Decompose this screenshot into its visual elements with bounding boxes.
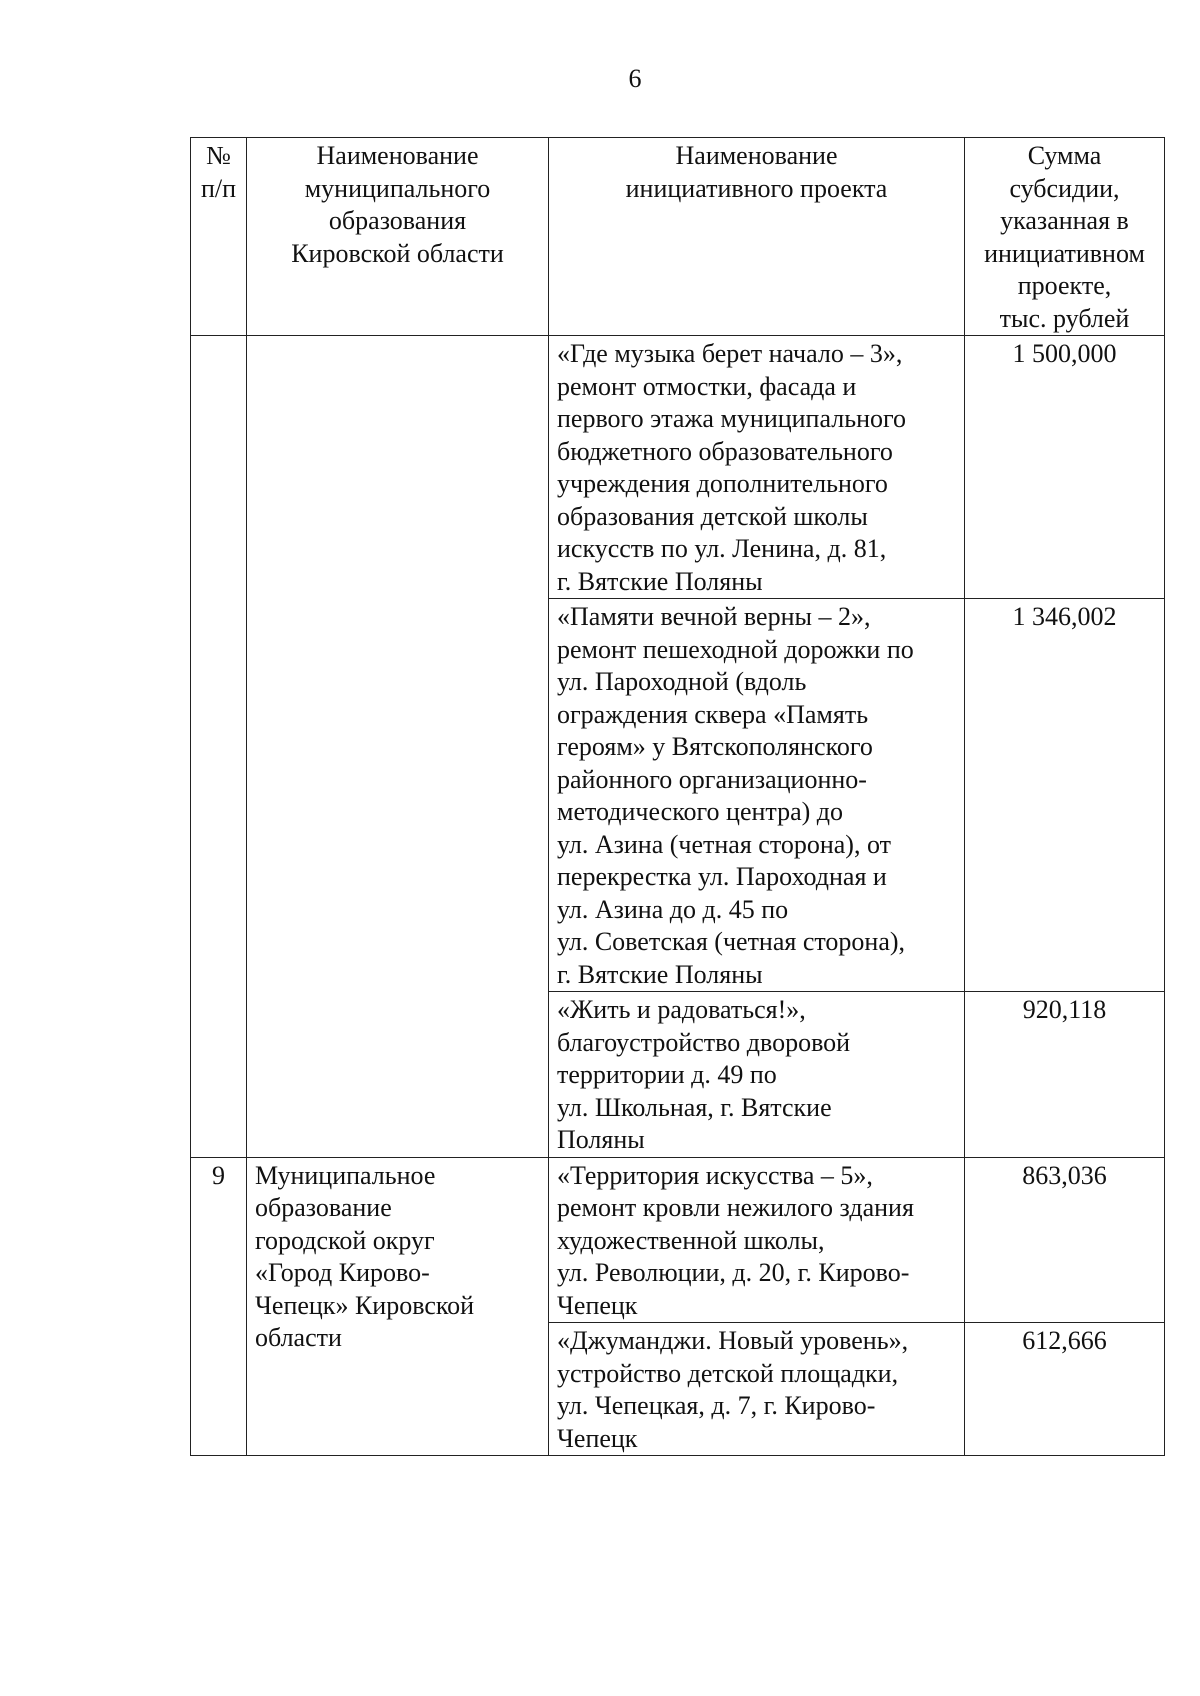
municipality-cell xyxy=(247,336,549,1158)
header-sum: Сумма субсидии, указанная в инициативном проекте, тыс. рублей xyxy=(965,138,1165,336)
sum-cell: 863,036 xyxy=(965,1157,1165,1323)
table-row xyxy=(191,336,1165,599)
row-number-cell: 9 xyxy=(191,1157,247,1456)
table-row xyxy=(191,1157,1165,1323)
header-number: № п/п xyxy=(191,138,247,336)
table-header-row xyxy=(191,138,1165,336)
sum-cell: 1 500,000 xyxy=(965,336,1165,599)
project-cell: «Памяти вечной верны – 2», ремонт пешеходной дорожки по ул. Пароходной (вдоль ограждения сквера «Память героям» у Вятскополянского районного организационно- методического центра) до ул. Азина (четная сторона), от перекрестка ул. Пароходная и ул. Азина до д. 45 по ул. Советская (четная сторона), г. Вятские Поляны xyxy=(549,599,965,992)
header-project: Наименование инициативного проекта xyxy=(549,138,965,336)
header-municipality: Наименование муниципального образования Кировской области xyxy=(247,138,549,336)
sum-cell: 612,666 xyxy=(965,1323,1165,1456)
project-cell: «Жить и радоваться!», благоустройство дворовой территории д. 49 по ул. Школьная, г. Вятские Поляны xyxy=(549,992,965,1158)
subsidy-table xyxy=(190,137,1165,1456)
project-cell: «Где музыка берет начало – 3», ремонт отмостки, фасада и первого этажа муниципального бюджетного образовательного учреждения дополнительного образования детской школы искусств по ул. Ленина, д. 81, г. Вятские Поляны xyxy=(549,336,965,599)
page-number: 6 xyxy=(628,64,642,93)
sum-cell: 1 346,002 xyxy=(965,599,1165,992)
project-cell: «Джуманджи. Новый уровень», устройство детской площадки, ул. Чепецкая, д. 7, г. Кирово- Чепецк xyxy=(549,1323,965,1456)
project-cell: «Территория искусства – 5», ремонт кровли нежилого здания художественной школы, ул. Революции, д. 20, г. Кирово- Чепецк xyxy=(549,1157,965,1323)
sum-cell: 920,118 xyxy=(965,992,1165,1158)
municipality-cell: Муниципальное образование городской округ «Город Кирово- Чепецк» Кировской области xyxy=(247,1157,549,1456)
row-number-cell xyxy=(191,336,247,1158)
